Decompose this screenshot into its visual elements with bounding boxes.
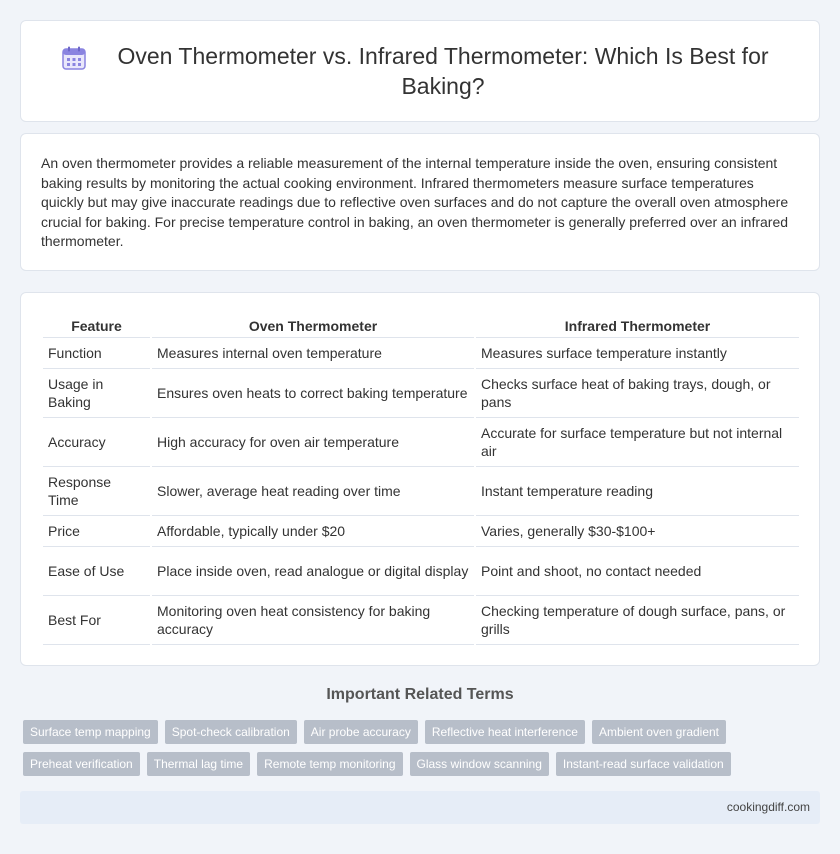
calendar-icon [61,45,87,71]
tag-row [23,720,823,744]
feature-cell: Price [43,515,151,546]
feature-cell: Ease of Use [43,546,151,595]
infrared-cell: Checking temperature of dough surface, pans, or grills [475,595,799,644]
tag-instant-read-surface-validation[interactable]: Instant-read surface validation [556,752,731,776]
oven-cell: Affordable, typically under $20 [151,515,475,546]
infrared-cell: Varies, generally $30-$100+ [475,515,799,546]
infrared-cell: Accurate for surface temperature but not internal air [475,417,799,466]
feature-cell: Response Time [43,466,151,515]
table-header-row [43,313,799,337]
tag-thermal-lag-time[interactable]: Thermal lag time [147,752,250,776]
tag-row [23,752,823,776]
feature-cell: Usage in Baking [43,368,151,417]
oven-cell: Monitoring oven heat consistency for baking accuracy [151,595,475,644]
footer-site-link[interactable]: cookingdiff.com [726,800,810,814]
header-feature: Feature [43,313,151,337]
tag-preheat-verification[interactable]: Preheat verification [23,752,140,776]
feature-cell: Function [43,337,151,368]
oven-cell: High accuracy for oven air temperature [151,417,475,466]
infrared-cell: Measures surface temperature instantly [475,337,799,368]
feature-cell: Best For [43,595,151,644]
infrared-cell: Point and shoot, no contact needed [475,546,799,595]
footer [20,791,820,824]
tag-air-probe-accuracy[interactable]: Air probe accuracy [304,720,418,744]
oven-cell: Ensures oven heats to correct baking temperature [151,368,475,417]
page-title: Oven Thermometer vs. Infrared Thermometer: Which Is Best for Baking? [117,43,769,99]
table-row [43,337,799,368]
related-terms-heading: Important Related Terms [326,686,514,703]
oven-cell: Slower, average heat reading over time [151,466,475,515]
table-row [43,515,799,546]
tag-glass-window-scanning[interactable]: Glass window scanning [410,752,549,776]
title-wrap [61,41,779,101]
oven-cell: Measures internal oven temperature [151,337,475,368]
oven-cell: Place inside oven, read analogue or digital display [151,546,475,595]
comparison-table [43,313,799,645]
infrared-cell: Instant temperature reading [475,466,799,515]
table-row [43,595,799,644]
header-infrared-thermometer: Infrared Thermometer [475,313,799,337]
header-oven-thermometer: Oven Thermometer [151,313,475,337]
table-row [43,417,799,466]
tag-spot-check-calibration[interactable]: Spot-check calibration [165,720,297,744]
tag-reflective-heat-interference[interactable]: Reflective heat interference [425,720,585,744]
intro-card [20,133,820,271]
infrared-cell: Checks surface heat of baking trays, dough, or pans [475,368,799,417]
intro-paragraph: An oven thermometer provides a reliable measurement of the internal temperature inside the oven, ensuring consistent baking results by monitoring the actual cooking environment. Infrared thermometers measure surface temperatures quickly but may give inaccurate readings due to reflective oven surfaces and do not capture the overall oven atmosphere crucial for baking. For precise temperature control in baking, an oven thermometer is generally preferred over an infrared thermometer. [41,155,789,249]
table-row [43,466,799,515]
comparison-table-card [20,292,820,666]
title-card [20,20,820,122]
tag-ambient-oven-gradient[interactable]: Ambient oven gradient [592,720,726,744]
related-terms-tags [23,720,823,784]
table-row [43,368,799,417]
tag-surface-temp-mapping[interactable]: Surface temp mapping [23,720,158,744]
table-row [43,546,799,595]
tag-remote-temp-monitoring[interactable]: Remote temp monitoring [257,752,402,776]
feature-cell: Accuracy [43,417,151,466]
